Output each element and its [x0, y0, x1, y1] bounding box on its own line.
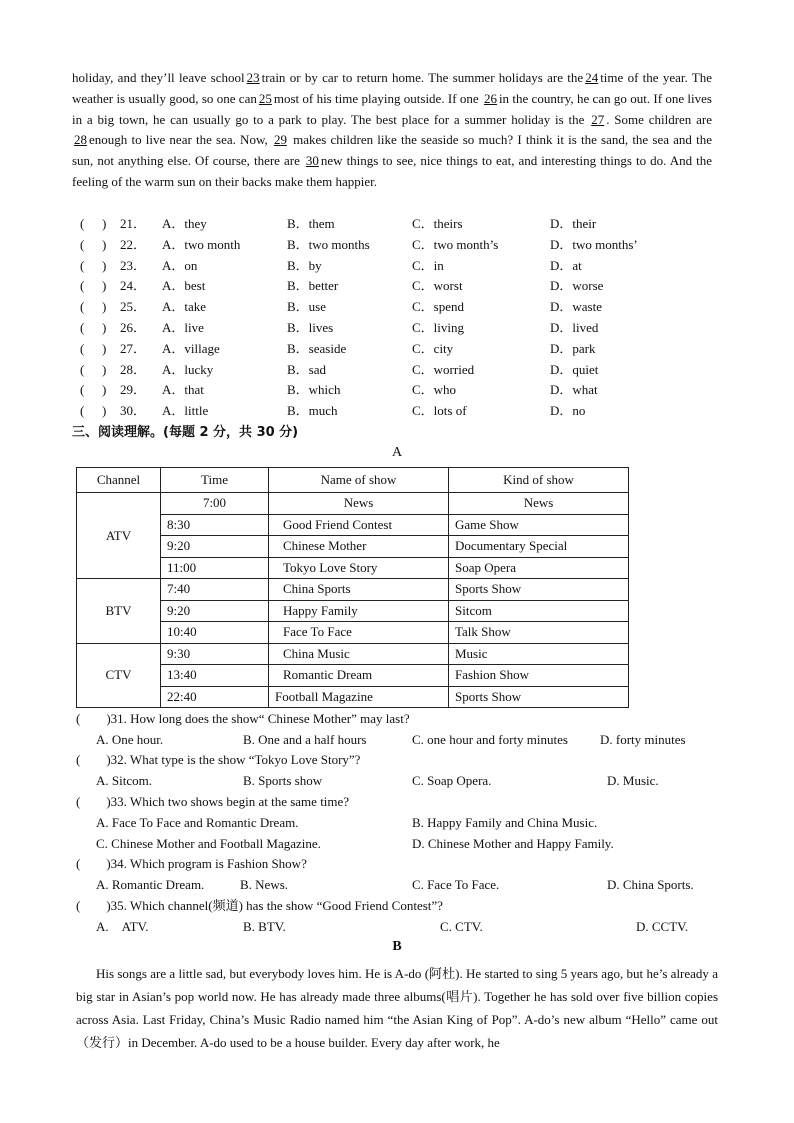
question-number: 22． — [120, 236, 147, 252]
show-name-cell: News — [269, 493, 449, 515]
time-cell: 7:00 — [161, 493, 269, 515]
q33-option-a: A. Face To Face and Romantic Dream. — [96, 815, 299, 830]
show-name-cell: Good Friend Contest — [269, 514, 449, 536]
passage-text: holiday, and they’ll leave school — [72, 70, 245, 85]
q32-option-c: C. Soap Opera. — [412, 773, 492, 788]
channel-cell: BTV — [77, 579, 161, 644]
option-b: B．them — [287, 216, 335, 231]
show-kind-cell: Game Show — [449, 514, 629, 536]
passage-text: . Some children are — [606, 111, 713, 127]
q32-option-a: A. Sitcom. — [96, 773, 152, 788]
show-kind-cell: Sitcom — [449, 600, 629, 622]
option-row-29 — [80, 380, 720, 401]
passage-text: time of the year. The weather is usually good, so one can — [72, 70, 713, 106]
passage-b: His songs are a little sad, but everybody loves him. He is A-do (阿杜). He started to sing 5 years ago, but he’s already a big star in Asian’s pop world now. He has already made three albums(唱片). Together he has sold over five billion copies across Asia. Last Friday, China’s Music Radio named him “the Asian King of Pop”. A-do’s new album “Hello” came out（发行）in December. A-do used to be a house builder. Every day after work, he — [76, 966, 718, 1050]
q31-option-a: A. One hour. — [96, 732, 164, 747]
q34-option-d: D. China Sports. — [607, 877, 694, 892]
header-name: Name of show — [269, 468, 449, 493]
blank-24: 24 — [585, 70, 599, 85]
time-cell: 8:30 — [161, 514, 269, 536]
answer-paren[interactable]: ( ) — [80, 361, 107, 377]
question-31-stem: ( )31. How long does the show“ Chinese Mother” may last? — [76, 711, 410, 726]
show-name-cell: China Music — [269, 643, 449, 665]
q31-option-d: D. forty minutes — [600, 732, 686, 747]
option-a: A．that — [162, 382, 204, 398]
question-number: 25． — [120, 299, 147, 315]
passage-text: most of his time playing outside. If one — [273, 90, 479, 106]
option-b: B．sad — [287, 361, 327, 377]
show-name-cell: China Sports — [269, 579, 449, 601]
option-a: A．village — [162, 340, 220, 356]
answer-paren[interactable]: ( ) — [80, 257, 107, 273]
q33-option-b: B. Happy Family and China Music. — [412, 815, 598, 830]
option-d: D．lived — [550, 319, 599, 335]
option-c: C．city — [412, 340, 454, 356]
cloze-options — [80, 214, 720, 422]
answer-paren[interactable]: ( ) — [80, 403, 107, 419]
option-d: D．quiet — [550, 361, 599, 377]
q35-option-b: B. BTV. — [243, 919, 286, 934]
q34-option-a: A. Romantic Dream. — [96, 877, 205, 892]
time-cell: 7:40 — [161, 579, 269, 601]
option-a: A．two month — [162, 236, 241, 252]
option-b: B．use — [287, 299, 327, 315]
answer-paren[interactable]: ( ) — [80, 382, 107, 398]
show-kind-cell: Soap Opera — [449, 557, 629, 579]
passage-text: makes children like the seaside so much? I think it is the sand, the sea and the sun, not anything else. Of course, there are — [72, 132, 712, 169]
question-32-stem: ( )32. What type is the show “Tokyo Love Story”? — [76, 752, 361, 767]
option-b: B．by — [287, 257, 322, 273]
q35-option-c: C. CTV. — [440, 919, 483, 934]
blank-28: 28 — [74, 132, 87, 148]
option-b: B．better — [287, 278, 339, 294]
show-name-cell: Romantic Dream — [269, 665, 449, 687]
q35-option-a: A. ATV. — [96, 919, 149, 934]
passage-text: train or by car to return home. The summer holidays are the — [261, 70, 584, 85]
option-row-22 — [80, 235, 720, 256]
show-kind-cell: Sports Show — [449, 579, 629, 601]
answer-paren[interactable]: ( ) — [80, 216, 107, 231]
option-row-27 — [80, 339, 720, 360]
table-header-row — [77, 468, 629, 493]
question-number: 29． — [120, 382, 147, 398]
option-a: A．they — [162, 216, 207, 231]
option-row-30 — [80, 401, 720, 422]
tv-schedule-table — [76, 467, 629, 708]
answer-paren[interactable]: ( ) — [80, 319, 107, 335]
option-d: D．at — [550, 257, 582, 273]
option-row-25 — [80, 297, 720, 318]
question-number: 30． — [120, 403, 147, 419]
option-c: C．who — [412, 382, 457, 398]
option-d: D．worse — [550, 278, 604, 294]
option-d: D．park — [550, 340, 596, 356]
option-c: C．spend — [412, 299, 465, 315]
option-b: B．seaside — [287, 340, 347, 356]
answer-paren[interactable]: ( ) — [80, 340, 107, 356]
answer-paren[interactable]: ( ) — [80, 299, 107, 315]
show-kind-cell: Music — [449, 643, 629, 665]
option-row-24 — [80, 276, 720, 297]
option-b: B．much — [287, 403, 338, 419]
header-time: Time — [161, 468, 269, 493]
part-a-label: A — [391, 445, 403, 460]
option-c: C．worst — [412, 278, 463, 294]
answer-paren[interactable]: ( ) — [80, 236, 107, 252]
option-b: B．which — [287, 382, 341, 398]
q35-option-d: D. CCTV. — [636, 919, 689, 934]
question-number: 24． — [120, 278, 147, 294]
q32-option-b: B. Sports show — [243, 773, 323, 788]
time-cell: 9:20 — [161, 536, 269, 558]
answer-paren[interactable]: ( ) — [80, 278, 107, 294]
question-number: 28． — [120, 361, 147, 377]
time-cell: 10:40 — [161, 622, 269, 644]
time-cell: 11:00 — [161, 557, 269, 579]
header-channel: Channel — [77, 468, 161, 493]
time-cell: 9:30 — [161, 643, 269, 665]
q32-option-d: D. Music. — [607, 773, 659, 788]
option-c: C．lots of — [412, 403, 467, 419]
q31-option-c: C. one hour and forty minutes — [412, 732, 568, 747]
time-cell: 9:20 — [161, 600, 269, 622]
option-d: D．waste — [550, 299, 602, 315]
option-c: C．theirs — [412, 216, 463, 231]
q34-option-b: B. News. — [240, 877, 289, 892]
header-kind: Kind of show — [449, 468, 629, 493]
show-name-cell: Happy Family — [269, 600, 449, 622]
option-b: B．two months — [287, 236, 370, 252]
question-34-stem: ( )34. Which program is Fashion Show? — [76, 856, 307, 871]
table-row — [77, 579, 629, 601]
q34-option-c: C. Face To Face. — [412, 877, 500, 892]
option-a: A．take — [162, 299, 207, 315]
section-title: 三、阅读理解。(每题 2 分，共 30 分) — [72, 425, 299, 440]
option-a: A．little — [162, 403, 209, 419]
blank-30: 30 — [305, 153, 319, 169]
cloze-passage — [72, 68, 712, 193]
blank-25: 25 — [258, 90, 272, 106]
show-name-cell: Tokyo Love Story — [269, 557, 449, 579]
option-c: C．two month’s — [412, 236, 499, 252]
option-row-28 — [80, 360, 720, 381]
channel-cell: ATV — [77, 493, 161, 579]
show-kind-cell: Fashion Show — [449, 665, 629, 687]
show-kind-cell: Talk Show — [449, 622, 629, 644]
show-name-cell: Football Magazine — [269, 686, 449, 708]
option-c: C．in — [412, 257, 444, 273]
option-a: A．on — [162, 257, 198, 273]
q31-option-b: B. One and a half hours — [243, 732, 367, 747]
option-a: A．lucky — [162, 361, 214, 377]
question-number: 27． — [120, 340, 147, 356]
blank-23: 23 — [246, 70, 260, 85]
show-kind-cell: Documentary Special — [449, 536, 629, 558]
show-name-cell: Face To Face — [269, 622, 449, 644]
channel-cell: CTV — [77, 643, 161, 708]
blank-26: 26 — [483, 90, 497, 106]
option-c: C．worried — [412, 361, 475, 377]
option-row-26 — [80, 318, 720, 339]
option-d: D．no — [550, 403, 586, 419]
blank-27: 27 — [591, 111, 605, 127]
passage-text: new things to see, nice things to eat, and interesting things to do. And the feeling of the warm sun on their backs make them happier. — [72, 153, 712, 189]
show-kind-cell: Sports Show — [449, 686, 629, 708]
option-d: D．two months’ — [550, 236, 638, 252]
passage-text: enough to live near the sea. Now, — [89, 132, 268, 148]
question-number: 23． — [120, 257, 147, 273]
option-d: D．their — [550, 216, 597, 231]
option-row-21 — [80, 214, 720, 235]
q33-option-c: C. Chinese Mother and Football Magazine. — [96, 836, 321, 851]
question-35-stem: ( )35. Which channel(频道) has the show “Good Friend Contest”? — [76, 898, 443, 913]
table-row — [77, 493, 629, 515]
table-row — [77, 643, 629, 665]
option-c: C．living — [412, 319, 465, 335]
question-33-stem: ( )33. Which two shows begin at the same time? — [76, 794, 350, 809]
part-b-label: B — [392, 939, 402, 954]
show-name-cell: Chinese Mother — [269, 536, 449, 558]
time-cell: 22:40 — [161, 686, 269, 708]
option-row-23 — [80, 256, 720, 277]
time-cell: 13:40 — [161, 665, 269, 687]
option-a: A．best — [162, 278, 206, 294]
option-b: B．lives — [287, 319, 334, 335]
q33-option-d: D. Chinese Mother and Happy Family. — [412, 836, 614, 851]
option-a: A．live — [162, 319, 204, 335]
show-kind-cell: News — [449, 493, 629, 515]
question-number: 21． — [120, 216, 147, 231]
blank-29: 29 — [273, 132, 287, 148]
passage-text: in the country, he can go out. If one lives in a big town, he can usually go to a park to play. The best place for a summer holiday is the — [72, 90, 712, 127]
option-d: D．what — [550, 382, 598, 398]
question-number: 26． — [120, 319, 147, 335]
